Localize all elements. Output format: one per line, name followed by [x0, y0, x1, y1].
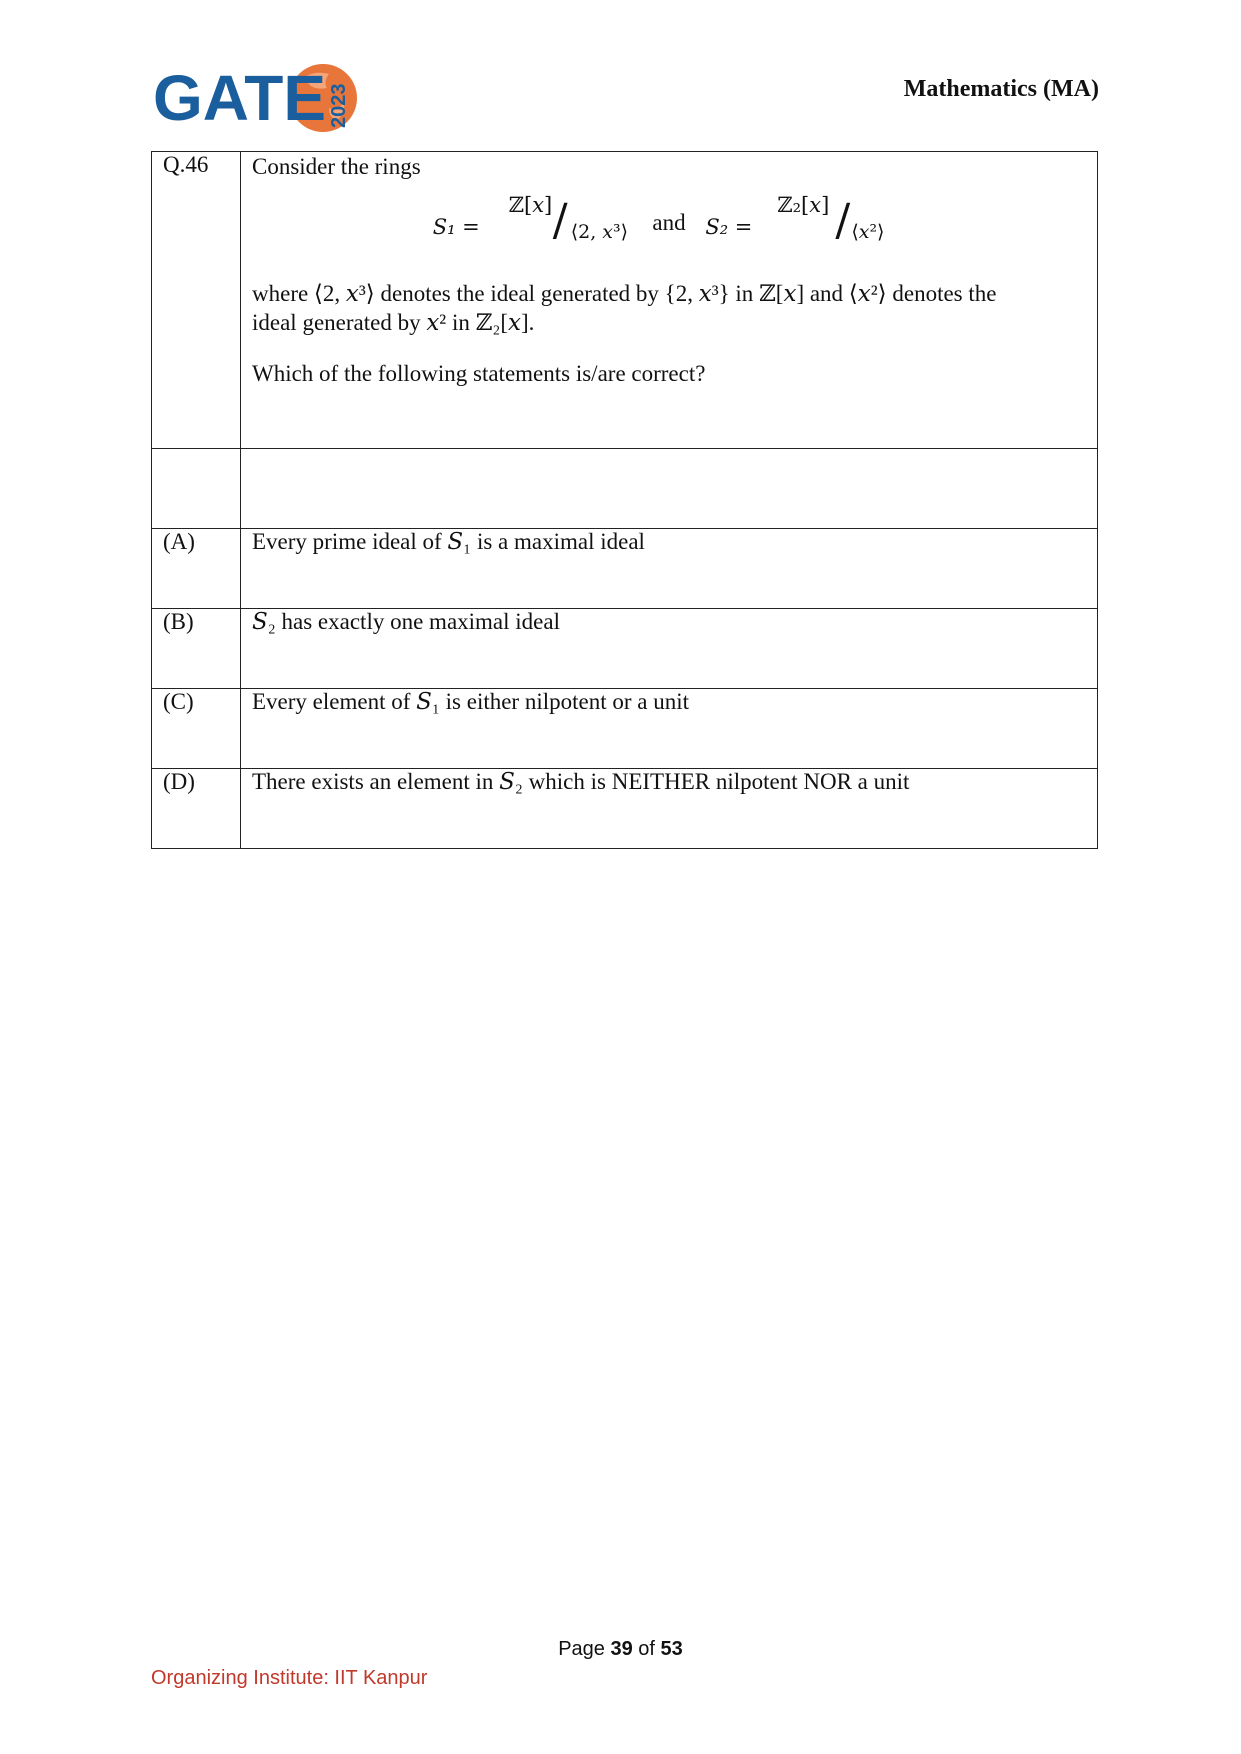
s2-numerator: ℤ₂[𝑥]: [777, 193, 830, 217]
question-prompt: Which of the following statements is/are correct?: [252, 361, 706, 386]
option-row-c: [152, 689, 1098, 769]
question-number: Q.46: [152, 152, 241, 449]
question-intro: Consider the rings: [252, 154, 421, 179]
question-stem: [241, 152, 1098, 449]
ring-definitions: [252, 193, 1086, 257]
s2-lhs: 𝑆₂ =: [705, 215, 753, 239]
option-row-d: [152, 769, 1098, 849]
option-label: (D): [152, 769, 241, 849]
s1-lhs: 𝑆₁ =: [432, 215, 480, 239]
option-text: There exists an element in 𝑆₂ which is NEITHER nilpotent NOR a unit: [241, 769, 1098, 849]
option-text: 𝑆₂ has exactly one maximal ideal: [241, 609, 1098, 689]
option-label: (C): [152, 689, 241, 769]
option-row-a: [152, 529, 1098, 609]
gate-2023-logo: [153, 56, 363, 138]
s1-denominator: ⟨2, 𝑥³⟩: [570, 221, 629, 243]
and-word: and: [652, 210, 686, 235]
ring-s2: 𝑆₂ = ℤ₂[𝑥] / ⟨𝑥²⟩: [705, 193, 885, 246]
ring-s1: 𝑆₁ = ℤ[𝑥] / ⟨2, 𝑥³⟩: [432, 193, 629, 246]
question-table: [151, 151, 1098, 849]
blank-row: [152, 449, 1098, 529]
logo-year: 2023: [328, 83, 350, 128]
where-line-1: where ⟨2, 𝑥³⟩ denotes the ideal generated by {2, 𝑥³} in ℤ[𝑥] and ⟨𝑥²⟩ denotes the: [252, 281, 997, 306]
subject-title: Mathematics (MA): [903, 76, 1099, 102]
organizing-institute: Organizing Institute: IIT Kanpur: [151, 1667, 428, 1689]
s1-numerator: ℤ[𝑥]: [508, 193, 553, 217]
option-label: (B): [152, 609, 241, 689]
page-number: Page 39 of 53: [558, 1638, 683, 1660]
option-label: (A): [152, 529, 241, 609]
where-line-2: ideal generated by 𝑥² in ℤ₂[𝑥].: [252, 310, 535, 335]
option-text: Every prime ideal of 𝑆₁ is a maximal ideal: [241, 529, 1098, 609]
logo-word: GATE: [153, 62, 327, 134]
s2-denominator: ⟨𝑥²⟩: [851, 221, 885, 243]
question-row: [152, 152, 1098, 449]
option-text: Every element of 𝑆₁ is either nilpotent or a unit: [241, 689, 1098, 769]
option-row-b: [152, 609, 1098, 689]
